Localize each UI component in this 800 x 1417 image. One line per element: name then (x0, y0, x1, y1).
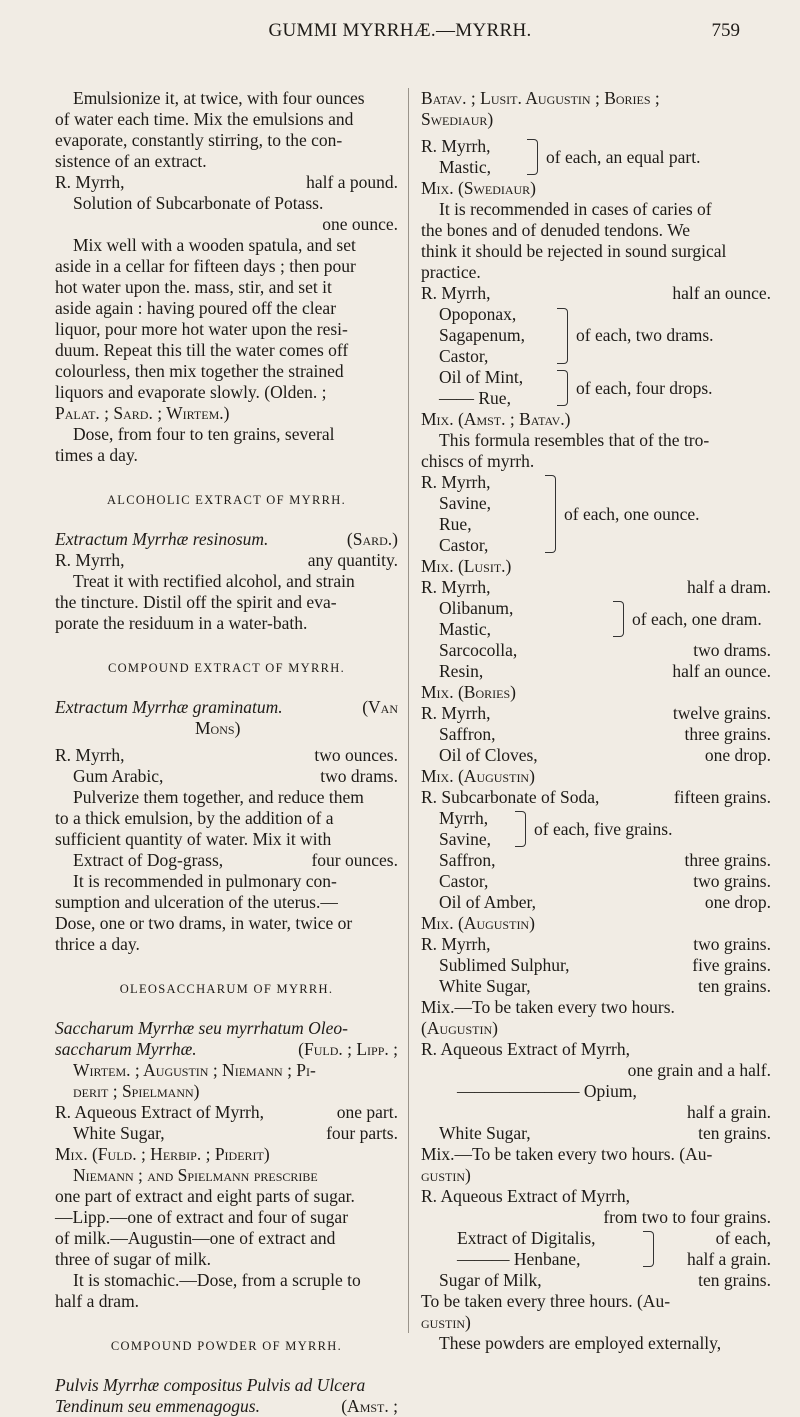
quantity: half a dram. (686, 577, 771, 597)
quantity: one drop. (704, 745, 771, 765)
text-line: to a thick emulsion, by the addition of a (55, 808, 334, 828)
ingredient: White Sugar, (439, 1123, 531, 1143)
text-line: aside again : having poured off the clear (55, 298, 337, 318)
text-line: porate the residuum in a water-bath. (55, 613, 308, 633)
quantity: of each, two drams. (576, 325, 714, 345)
braced-group (421, 472, 771, 556)
text-line: chiscs of myrrh. (421, 451, 535, 471)
braced-group (421, 808, 771, 850)
latin-title: Extractum Myrrhæ graminatum. (55, 697, 283, 717)
ingredient: Oil of Amber, (439, 892, 536, 912)
text-line: Niemann ; and Spielmann prescribe (73, 1165, 318, 1185)
quantity: one grain and a half. (627, 1060, 771, 1080)
ingredient: Sagapenum, (439, 325, 526, 345)
page-number: 759 (711, 20, 740, 41)
text-line: liquors and evaporate slowly. (Olden. ; (55, 382, 327, 402)
text-line: three of sugar of milk. (55, 1249, 211, 1269)
source: Swediaur) (421, 109, 494, 129)
source: derit ; Spielmann) (73, 1081, 200, 1101)
ingredient: Saffron, (439, 850, 496, 870)
quantity: twelve grains. (672, 703, 771, 723)
ingredient: R. Myrrh, (421, 577, 491, 597)
ingredient: Oil of Mint, (439, 367, 524, 387)
text-line: gustin) (421, 1312, 471, 1332)
ingredient: White Sugar, (439, 976, 531, 996)
recipe-line (55, 1123, 398, 1144)
source: (Fuld. ; Lipp. ; (298, 1039, 398, 1059)
brace (545, 475, 556, 553)
recipe-line (421, 283, 771, 304)
ingredient: R. Myrrh, (421, 283, 491, 303)
ingredient: Opoponax, (439, 304, 517, 324)
recipe-line (421, 955, 771, 976)
quantity: any quantity. (307, 550, 398, 570)
recipe-line (55, 850, 398, 871)
text-line: R. Aqueous Extract of Myrrh, (421, 1039, 630, 1059)
ingredient: R. Myrrh, (55, 745, 125, 765)
text-line: It is recommended in cases of caries of (439, 199, 712, 219)
quantity: two drams. (320, 766, 398, 786)
braced-group (421, 598, 771, 640)
ingredient: R. Aqueous Extract of Myrrh, (55, 1102, 264, 1122)
ingredient: R. Subcarbonate of Soda, (421, 787, 600, 807)
text-line: R. Aqueous Extract of Myrrh, (421, 1186, 630, 1206)
recipe-line (421, 745, 771, 766)
text-line: one part of extract and eight parts of sugar. (55, 1186, 355, 1206)
text-line: hot water upon the. mass, stir, and set it (55, 277, 332, 297)
text-line: To be taken every three hours. (Au- (421, 1291, 671, 1311)
text-line: gustin) (421, 1165, 471, 1185)
text-line: Treat it with rectified alcohol, and strain (73, 571, 355, 591)
recipe-line (421, 577, 771, 598)
quantity: two grains. (693, 934, 771, 954)
ingredient: ——— Henbane, (457, 1249, 581, 1269)
text-line: This formula resembles that of the tro- (439, 430, 710, 450)
ingredient: Solution of Subcarbonate of Potass. (73, 193, 324, 213)
quantity: two grains. (693, 871, 771, 891)
quantity: ten grains. (698, 976, 771, 996)
quantity: half a pound. (306, 172, 398, 192)
ingredient: ——————— Opium, (457, 1081, 637, 1101)
source: (Sard.) (346, 529, 398, 549)
title-line (55, 529, 398, 550)
text-line: of water each time. Mix the emulsions and (55, 109, 354, 129)
brace (557, 308, 568, 364)
latin-title (55, 1018, 398, 1039)
section-heading: ALCOHOLIC EXTRACT OF MYRRH. (106, 493, 347, 507)
column-divider (408, 88, 409, 1333)
text-line: Emulsionize it, at twice, with four ounces (73, 88, 365, 108)
quantity: ten grains. (698, 1123, 771, 1143)
text-line: colourless, then mix together the strained (55, 361, 344, 381)
text-line: Mix. (Bories) (421, 682, 516, 702)
braced-group (421, 136, 771, 178)
braced-group (421, 304, 771, 367)
ingredient: R. Myrrh, (421, 934, 491, 954)
quantity: five grains. (692, 955, 771, 975)
ingredient: White Sugar, (73, 1123, 165, 1143)
ingredient: R. Myrrh, (421, 472, 491, 492)
text-line: think it should be rejected in sound surgical (421, 241, 727, 261)
quantity: half a grain. (686, 1102, 771, 1122)
ingredient: Extract of Dog-grass, (73, 850, 224, 870)
recipe-line (55, 172, 398, 193)
recipe-line (421, 1270, 771, 1291)
recipe-line (421, 640, 771, 661)
text-line: Palat. ; Sard. ; Wirtem.) (55, 403, 230, 423)
quantity: of each, one ounce. (564, 503, 700, 524)
latin-title: Extractum Myrrhæ resinosum. (55, 529, 269, 549)
text-line: practice. (421, 262, 481, 282)
recipe-line (421, 1123, 771, 1144)
recipe-line (55, 745, 398, 766)
text-line: of milk.—Augustin—one of extract and (55, 1228, 336, 1248)
brace (613, 601, 624, 637)
title-line (55, 1396, 398, 1417)
ingredient: Myrrh, (439, 808, 489, 828)
text-line: sistence of an extract. (55, 151, 207, 171)
recipe-line (55, 1102, 398, 1123)
text-line: Pulverize them together, and reduce them (73, 787, 364, 807)
recipe-line (55, 550, 398, 571)
text-line: times a day. (55, 445, 138, 465)
text-line: Mix. (Fuld. ; Herbip. ; Piderit) (55, 1144, 270, 1164)
text-line: Mix. (Lusit.) (421, 556, 512, 576)
quantity: of each, five grains. (534, 818, 673, 839)
ingredient: Mastic, (439, 619, 492, 639)
text-line: It is stomachic.—Dose, from a scruple to (73, 1270, 361, 1290)
section-heading: COMPOUND POWDER OF MYRRH. (110, 1339, 343, 1353)
text-line: —Lipp.—one of extract and four of sugar (55, 1207, 349, 1227)
ingredient: Savine, (439, 493, 492, 513)
ingredient: R. Myrrh, (421, 703, 491, 723)
ingredient: Gum Arabic, (73, 766, 164, 786)
recipe-line (421, 661, 771, 682)
ingredient: R. Myrrh, (55, 550, 125, 570)
text-line: duum. Repeat this till the water comes off (55, 340, 349, 360)
recipe-line (421, 703, 771, 724)
text-line: liquor, pour more hot water upon the resi- (55, 319, 348, 339)
text-line: sumption and ulceration of the uterus.— (55, 892, 338, 912)
quantity: of each, one dram. (632, 608, 762, 629)
quantity: half a grain. (686, 1249, 771, 1269)
recipe-line (421, 976, 771, 997)
title-line (55, 697, 398, 718)
ingredient: Savine, (439, 829, 492, 849)
quantity: four parts. (326, 1123, 398, 1143)
ingredient: Castor, (439, 535, 489, 555)
text-line: Dose, from four to ten grains, several (73, 424, 335, 444)
ingredient: Olibanum, (439, 598, 514, 618)
quantity: ten grains. (698, 1270, 771, 1290)
latin-title-text: Pulvis Myrrhæ compositus Pulvis ad Ulcera (55, 1375, 366, 1395)
title-line (55, 1039, 398, 1060)
quantity: one part. (336, 1102, 398, 1122)
brace (527, 139, 538, 175)
recipe-line (421, 850, 771, 871)
ingredient: Sugar of Milk, (439, 1270, 542, 1290)
text-line: sufficient quantity of water. Mix it with (55, 829, 332, 849)
ingredient: Sarcocolla, (439, 640, 518, 660)
ingredient: Rue, (439, 514, 472, 534)
text-line: aside in a cellar for fifteen days ; then pour (55, 256, 356, 276)
text-line: the tincture. Distil off the spirit and eva- (55, 592, 337, 612)
latin-title (55, 1375, 398, 1396)
ingredient: Oil of Cloves, (439, 745, 538, 765)
ingredient: Castor, (439, 346, 489, 366)
right-column (421, 88, 771, 1354)
text-line: It is recommended in pulmonary con- (73, 871, 337, 891)
source: Mons) (195, 718, 241, 738)
text-line: Mix. (Augustin) (421, 913, 535, 933)
ingredient: R. Myrrh, (55, 172, 125, 192)
text-line: Mix. (Augustin) (421, 766, 535, 786)
ingredient: Extract of Digitalis, (457, 1228, 596, 1248)
ingredient: Mastic, (439, 157, 492, 177)
quantity: from two to four grains. (603, 1207, 771, 1227)
text-line: Dose, one or two drams, in water, twice or (55, 913, 353, 933)
quantity: half an ounce. (672, 661, 771, 681)
brace (557, 370, 568, 406)
text-line: These powders are employed externally, (439, 1333, 722, 1353)
quantity: one ounce. (322, 214, 398, 234)
quantity: three grains. (684, 850, 771, 870)
latin-title-text: Saccharum Myrrhæ seu myrrhatum Oleo- (55, 1018, 348, 1038)
recipe-line (55, 766, 398, 787)
brace (643, 1231, 654, 1267)
ingredient: Saffron, (439, 724, 496, 744)
quantity: two drams. (693, 640, 771, 660)
text-line: (Augustin) (421, 1018, 498, 1038)
recipe-line (421, 871, 771, 892)
text-line: Mix.—To be taken every two hours. (Au- (421, 1144, 713, 1164)
ingredient: Castor, (439, 871, 489, 891)
source: (Amst. ; (341, 1396, 398, 1416)
text-line: evaporate, constantly stirring, to the con- (55, 130, 343, 150)
recipe-line (421, 787, 771, 808)
text-line: thrice a day. (55, 934, 140, 954)
quantity: four ounces. (311, 850, 398, 870)
latin-title: saccharum Myrrhæ. (55, 1039, 197, 1059)
quantity: fifteen grains. (673, 787, 771, 807)
brace (515, 811, 526, 847)
quantity: two ounces. (314, 745, 398, 765)
recipe-line (421, 724, 771, 745)
quantity: half an ounce. (672, 283, 771, 303)
source: Wirtem. ; Augustin ; Niemann ; Pi- (73, 1060, 316, 1080)
quantity: one drop. (704, 892, 771, 912)
quantity: of each, an equal part. (546, 146, 701, 167)
recipe-line (421, 892, 771, 913)
section-heading: COMPOUND EXTRACT OF MYRRH. (107, 661, 346, 675)
quantity: three grains. (684, 724, 771, 744)
page-header (0, 20, 800, 50)
braced-group (421, 1228, 771, 1270)
text-line: the bones and of denuded tendons. We (421, 220, 690, 240)
text-line: Mix well with a wooden spatula, and set (73, 235, 356, 255)
source: (Van (362, 697, 398, 717)
text-line: Mix. (Swediaur) (421, 178, 537, 198)
latin-title: Tendinum seu emmenagogus. (55, 1396, 260, 1416)
source: Batav. ; Lusit. Augustin ; Bories ; (421, 88, 660, 108)
text-line: half a dram. (55, 1291, 140, 1311)
running-head: GUMMI MYRRHÆ.—MYRRH. (268, 20, 532, 41)
ingredient: R. Myrrh, (421, 136, 491, 156)
ingredient: Sublimed Sulphur, (439, 955, 570, 975)
braced-group (421, 367, 771, 409)
recipe-line (421, 934, 771, 955)
left-column (55, 88, 398, 1417)
quantity: of each, (715, 1228, 771, 1248)
text-line: Mix.—To be taken every two hours. (421, 997, 675, 1017)
quantity: of each, four drops. (576, 377, 713, 398)
ingredient: Resin, (439, 661, 484, 681)
text-line: Mix. (Amst. ; Batav.) (421, 409, 571, 429)
section-heading: OLEOSACCHARUM OF MYRRH. (119, 982, 334, 996)
ingredient: —— Rue, (439, 388, 511, 408)
